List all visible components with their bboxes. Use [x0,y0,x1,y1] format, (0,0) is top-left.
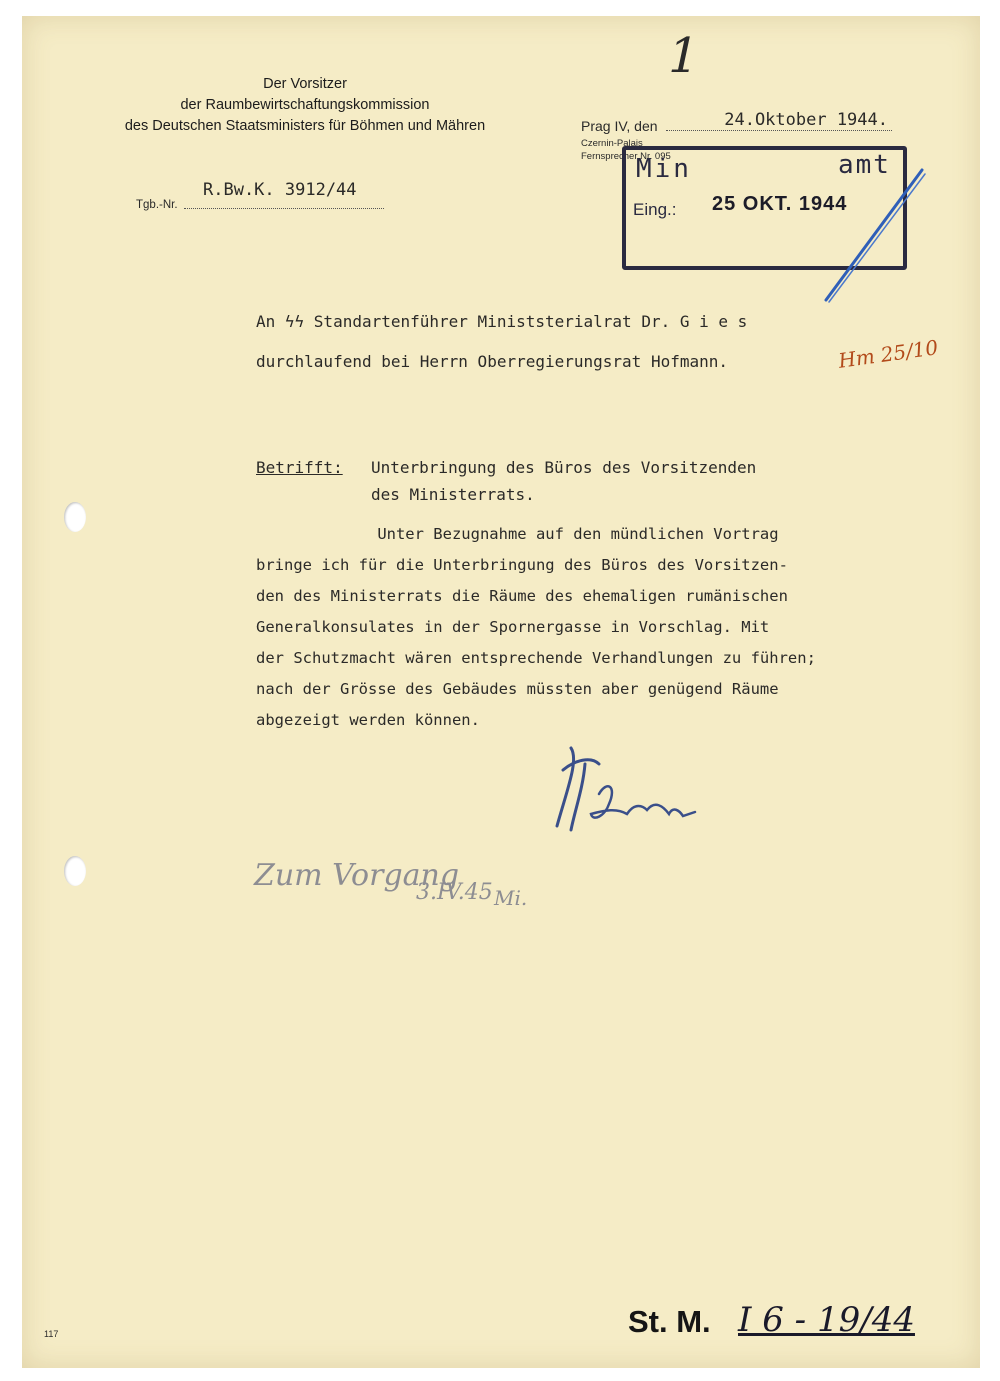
place-label: Prag IV, den [581,118,658,134]
blue-pencil-line [826,170,922,300]
place-sub-2: Fernsprecher Nr. 095 [581,151,671,162]
file-mark-prefix: St. M. [628,1304,711,1339]
body-line: bringe ich für die Unterbringung des Büros des Vorsitzen- [256,556,788,574]
body-line: Generalkonsulates in der Spornergasse in Vorschlag. Mit [256,618,770,636]
subject-line-1: Unterbringung des Büros des Vorsitzenden [371,458,757,477]
stamp-title-right: amt [838,150,891,180]
body-line: Unter Bezugnahme auf den mündlichen Vortrag [256,525,779,543]
stamp-eing-label: Eing.: [633,200,677,219]
reference-label: Tgb.-Nr. [136,199,178,211]
blue-pencil-line-2 [829,174,925,302]
punch-hole-top [64,502,86,532]
body-line: den des Ministerrats die Räume des ehemaligen rumänischen [256,587,788,605]
punch-hole-bottom [64,856,86,886]
addressee-line-2: durchlaufend bei Herrn Oberregierungsrat Hofmann. [256,352,729,371]
pencil-note: Zum Vorgang [254,858,460,893]
body-line: der Schutzmacht wären entsprechende Verhandlungen zu führen; [256,649,816,667]
letter-body [256,519,816,736]
letterhead-line-1: Der Vorsitzer [263,76,347,92]
footer-number: 117 [44,1329,59,1339]
reference-number: R.Bw.K. 3912/44 [203,180,357,200]
stamp-eing-date: 25 OKT. 1944 [712,193,848,215]
file-mark-number: I 6 - 19/44 [738,1300,915,1340]
body-line: nach der Grösse des Gebäudes müssten aber genügend Räume [256,680,779,698]
letterhead-line-2: der Raumbewirtschaftungskommission [180,97,430,113]
signature [545,730,705,840]
addressee-line-1: An ϟϟ Standartenführer Ministsterialrat Dr. G i e s [256,312,748,331]
body-line: abgezeigt werden können. [256,711,480,729]
letterhead-line-3: des Deutschen Staatsministers für Böhmen und Mähren [124,118,486,134]
red-initials: Hm 25/10 [836,335,940,373]
subject-line-2: des Ministerrats. [371,485,535,504]
stamp-title-left: Min [636,154,692,184]
place-sub-1: Czernin-Palais [581,138,643,149]
handwritten-page-number: 1 [662,28,705,84]
blue-pencil-strike [0,0,1000,400]
pencil-note-initials: Mi. [494,886,528,910]
subject-label: Betrifft: [256,458,343,477]
pencil-note-date: 3.IV.45 [416,880,493,905]
letter-date: 24.Oktober 1944. [666,110,892,131]
